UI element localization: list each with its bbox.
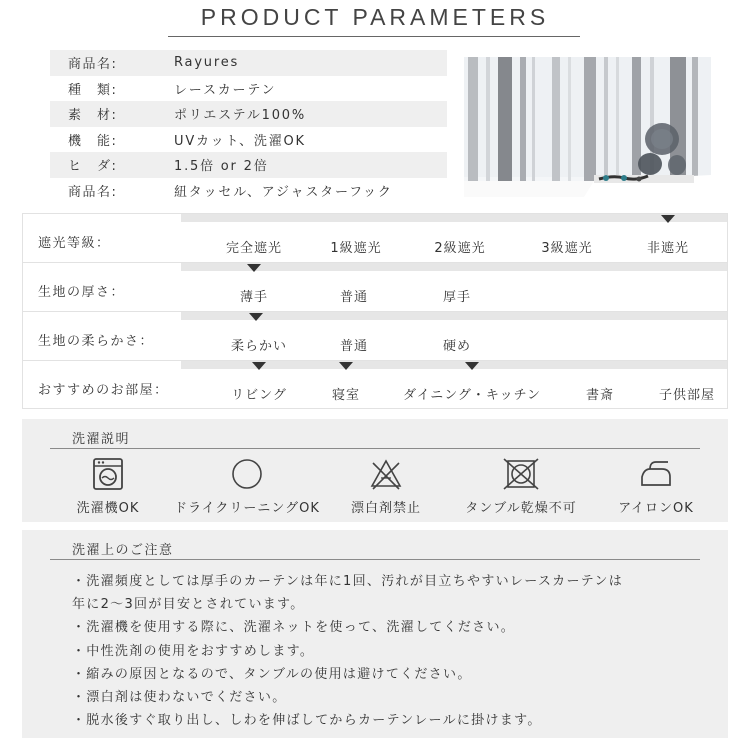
level-option: 3級遮光 <box>541 241 593 256</box>
curtain-room-image <box>464 57 711 197</box>
washing-instructions <box>22 419 728 522</box>
washing-heading: 洗濯説明 <box>72 432 131 447</box>
spec-key: 商品名: <box>68 184 118 200</box>
level-bar <box>181 214 727 222</box>
spec-row <box>50 178 447 204</box>
level-row-blackout <box>23 214 727 263</box>
spec-key: 種 類: <box>68 82 118 98</box>
level-label: おすすめのお部屋： <box>38 383 169 398</box>
level-option: 普通 <box>339 290 369 305</box>
level-option: 厚手 <box>442 290 472 305</box>
level-option: リビング <box>231 388 287 403</box>
level-option: 非遮光 <box>646 241 690 256</box>
no-bleach-icon <box>369 457 403 491</box>
care-item <box>446 457 596 516</box>
care-item <box>311 457 461 516</box>
spec-table <box>50 50 447 203</box>
care-item <box>581 457 731 516</box>
care-label: 漂白剤禁止 <box>350 501 421 516</box>
level-option: 書斎 <box>585 388 615 403</box>
washing-divider <box>50 448 700 449</box>
level-bar <box>181 263 727 271</box>
selected-marker-icon <box>249 313 263 321</box>
washing-notes <box>22 530 728 738</box>
level-option: 寝室 <box>331 388 361 403</box>
spec-value: レースカーテン <box>174 82 277 98</box>
spec-key: ヒ ダ: <box>68 159 118 175</box>
spec-row <box>50 127 447 153</box>
washing-machine-icon <box>91 457 125 491</box>
level-option: ダイニング・キッチン <box>402 388 542 403</box>
no-tumble-dry-icon <box>502 457 540 491</box>
note-item: ・洗濯機を使用する際に、洗濯ネットを使って、洗濯してください。 <box>72 620 516 636</box>
level-option: 硬め <box>442 339 472 354</box>
spec-row <box>50 76 447 102</box>
selected-marker-icon <box>465 362 479 370</box>
spec-value: Rayures <box>174 55 240 71</box>
spec-value: 紐タッセル、アジャスターフック <box>174 184 393 200</box>
selected-marker-icon <box>661 215 675 223</box>
fabric-levels-table <box>22 213 728 409</box>
note-item: 年に2〜3回が目安とされています。 <box>72 597 305 613</box>
note-item: ・洗濯頻度としては厚手のカーテンは年に1回、汚れが目立ちやすいレースカーテンは <box>72 574 624 589</box>
title-underline <box>168 36 580 37</box>
level-label: 生地の柔らかさ： <box>38 334 155 349</box>
selected-marker-icon <box>252 362 266 370</box>
level-option: 柔らかい <box>230 339 288 354</box>
level-option: 子供部屋 <box>658 388 716 403</box>
level-label: 生地の厚さ： <box>38 285 126 300</box>
level-row-rooms <box>23 361 727 409</box>
care-label: ドライクリーニングOK <box>174 501 320 516</box>
selected-marker-icon <box>247 264 261 272</box>
care-label: アイロンOK <box>618 501 694 516</box>
product-photo <box>464 57 711 197</box>
spec-key: 素 材: <box>68 108 118 124</box>
notes-divider <box>50 559 700 560</box>
level-option: 薄手 <box>239 290 269 305</box>
iron-icon <box>636 457 676 491</box>
care-label: タンブル乾燥不可 <box>465 501 577 516</box>
care-item <box>172 457 322 516</box>
note-item: ・漂白剤は使わないでください。 <box>72 690 287 706</box>
spec-value: UVカット、洗濯OK <box>174 133 306 149</box>
level-option: 完全遮光 <box>225 241 283 256</box>
level-option: 2級遮光 <box>434 241 486 256</box>
level-option: 普通 <box>339 339 369 354</box>
notes-heading: 洗濯上のご注意 <box>72 543 174 558</box>
notes-list <box>72 570 722 732</box>
level-row-thickness <box>23 263 727 312</box>
care-label: 洗濯機OK <box>76 501 140 516</box>
spec-key: 機 能: <box>68 133 118 149</box>
spec-key: 商品名: <box>68 57 118 73</box>
level-option: 1級遮光 <box>330 241 382 256</box>
page-title: PRODUCT PARAMETERS <box>200 4 550 30</box>
note-item: ・脱水後すぐ取り出し、しわを伸ばしてからカーテンレールに掛けます。 <box>72 713 542 729</box>
spec-value: 1.5倍 or 2倍 <box>174 159 269 175</box>
spec-row <box>50 101 447 127</box>
note-item: ・縮みの原因となるので、タンブルの使用は避けてください。 <box>72 666 472 682</box>
dry-clean-circle-icon <box>230 457 264 491</box>
spec-row <box>50 50 447 76</box>
spec-row <box>50 152 447 178</box>
selected-marker-icon <box>339 362 353 370</box>
level-label: 遮光等級： <box>38 236 111 251</box>
level-row-softness <box>23 312 727 361</box>
care-item <box>33 457 183 516</box>
spec-value: ポリエステル100% <box>174 108 306 124</box>
note-item: ・中性洗剤の使用をおすすめします。 <box>72 643 315 659</box>
